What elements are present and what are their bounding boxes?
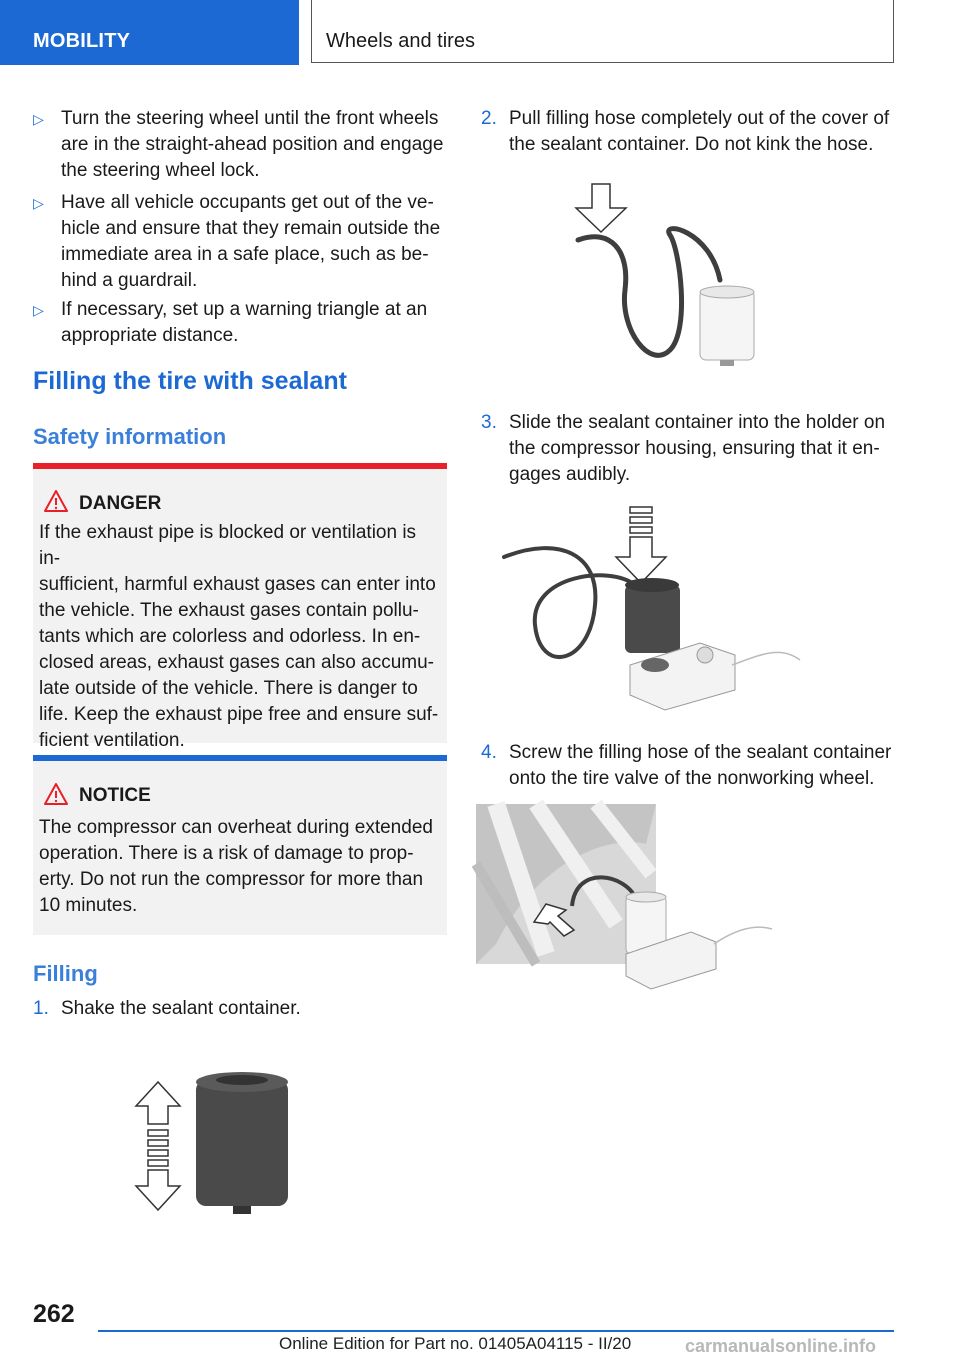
text-line: Pull filling hose completely out of the cover of [509, 108, 890, 129]
text-line: ficient ventilation. [39, 730, 185, 751]
text-line: hind a guardrail. [61, 270, 198, 291]
text-line: 10 minutes. [39, 895, 138, 916]
text-line: The compressor can overheat during extended [39, 817, 433, 838]
text-line: late outside of the vehicle. There is danger to [39, 678, 418, 699]
text-line: the vehicle. The exhaust gases contain pollu- [39, 600, 419, 621]
notice-box [33, 755, 447, 935]
step-number: 4. [481, 742, 497, 763]
page-number: 262 [33, 1300, 75, 1328]
bullet-marker-icon: ▷ [33, 302, 44, 318]
warning-triangle-icon [43, 782, 69, 806]
text-line: the steering wheel lock. [61, 160, 260, 181]
section-title: MOBILITY [33, 30, 131, 52]
section-heading: Filling the tire with sealant [33, 367, 347, 395]
watermark: carmanualsonline.info [685, 1336, 877, 1356]
step-number: 2. [481, 108, 497, 129]
step-number: 3. [481, 412, 497, 433]
bullet-marker-icon: ▷ [33, 111, 44, 127]
connect-tire-illustration [476, 804, 776, 990]
text-line: erty. Do not run the compressor for more than [39, 869, 424, 890]
text-line: operation. There is a risk of damage to prop- [39, 843, 414, 864]
down-arrow-icon [616, 507, 666, 583]
danger-bar [33, 463, 447, 469]
edition-note: Online Edition for Part no. 01405A04115 - II/20 [279, 1334, 632, 1353]
footer-divider [98, 1330, 894, 1332]
notice-bar [33, 755, 447, 761]
text-line: are in the straight-ahead position and engage [61, 134, 444, 155]
double-arrow-icon [136, 1082, 180, 1210]
text-line: Turn the steering wheel until the front wheels [61, 108, 439, 129]
power-cable-icon [732, 652, 800, 665]
text-line: the compressor housing, ensuring that it en- [509, 438, 880, 459]
text-line: Have all vehicle occupants get out of the ve- [61, 192, 434, 213]
chapter-title: Wheels and tires [326, 30, 475, 52]
text-line: Screw the filling hose of the sealant container [509, 742, 892, 763]
text-line: If the exhaust pipe is blocked or ventilation is in- [39, 522, 417, 569]
text-line: gages audibly. [509, 464, 631, 485]
danger-box [33, 463, 447, 751]
warning-triangle-icon [43, 489, 69, 513]
text-line: appropriate distance. [61, 325, 239, 346]
section-tab [0, 0, 299, 65]
notice-title: NOTICE [79, 785, 151, 806]
power-cable-icon [714, 927, 772, 944]
chapter-tab [311, 0, 894, 63]
pull-hose-illustration [570, 180, 760, 370]
danger-title: DANGER [79, 493, 162, 514]
text-line: Slide the sealant container into the holder on [509, 412, 886, 433]
text-line: immediate area in a safe place, such as be- [61, 244, 429, 265]
down-arrow-icon [576, 184, 626, 232]
text-line: tants which are colorless and odorless. In en- [39, 626, 421, 647]
step-number: 1. [33, 998, 49, 1019]
text-line: life. Keep the exhaust pipe free and ensure suf- [39, 704, 439, 725]
filling-hose-icon [504, 548, 635, 657]
text-line: onto the tire valve of the nonworking wheel. [509, 768, 875, 789]
shake-container-illustration [130, 1070, 300, 1220]
sealant-container-icon [196, 1072, 288, 1214]
danger-text [39, 520, 441, 754]
sealant-container-icon [700, 286, 754, 366]
text-line: hicle and ensure that they remain outside the [61, 218, 441, 239]
safety-subheading: Safety information [33, 424, 227, 449]
text-line: closed areas, exhaust gases can also accumu- [39, 652, 434, 673]
text-line: sufficient, harmful exhaust gases can enter into [39, 574, 436, 595]
filling-hose-icon [578, 229, 720, 356]
compressor-icon [630, 643, 735, 710]
text-line: Shake the sealant container. [61, 998, 301, 1019]
sealant-container-icon [625, 578, 680, 653]
text-line: the sealant container. Do not kink the hose. [509, 134, 874, 155]
notice-text [39, 815, 441, 919]
filling-subheading: Filling [33, 961, 98, 986]
insert-container-illustration [500, 505, 810, 715]
bullet-marker-icon: ▷ [33, 195, 44, 211]
text-line: If necessary, set up a warning triangle at an [61, 299, 428, 320]
